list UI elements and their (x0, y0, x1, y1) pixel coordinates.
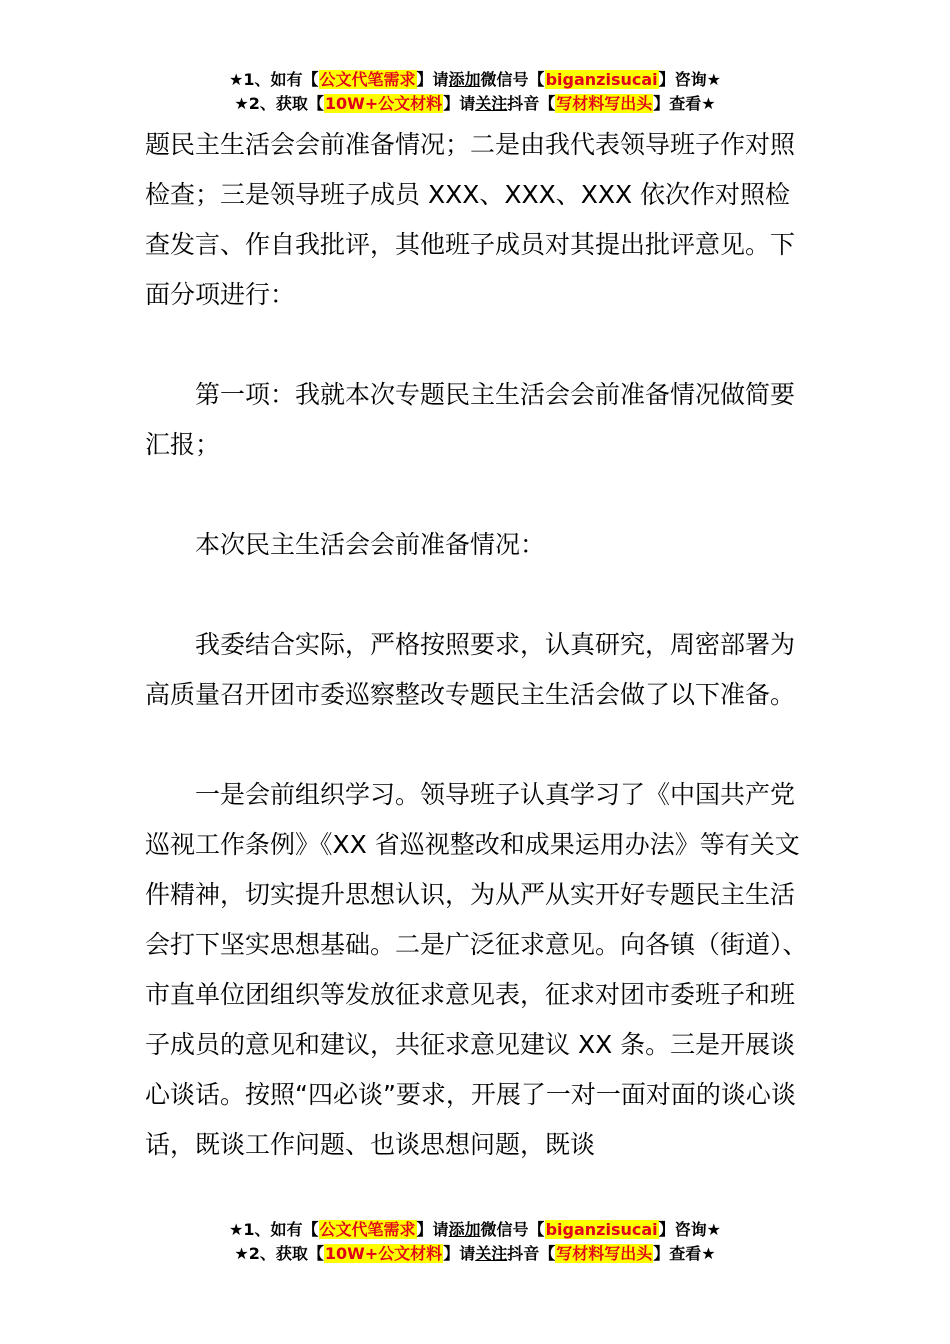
header-line-1-text-2: 微信号【 (480, 70, 545, 89)
footer-line-1-underlined: 添加 (448, 1220, 481, 1239)
header-line-1-highlight-wechat: biganzisucai (545, 70, 658, 89)
footer-line-1-text-2: 微信号【 (480, 1220, 545, 1239)
footer-line-2 (0, 1242, 950, 1266)
paragraph-1: 题民主生活会会前准备情况；二是由我代表领导班子作对照检查；三是领导班子成员 XXX、XXX、XXX 依次作对照检查发言、作自我批评，其他班子成员对其提出批评意见。下面分项进行： (145, 130, 796, 309)
footer-line-2-text: 】请 (443, 1244, 476, 1263)
footer-line-1 (0, 1218, 950, 1242)
paragraph-3: 本次民主生活会会前准备情况： (195, 530, 546, 559)
paragraph-5: 一是会前组织学习。领导班子认真学习了《中国共产党巡视工作条例》《XX 省巡视整改和成果运用办法》等有关文件精神，切实提升思想认识，为从严从实开好专题民主生活会打下坚实思想基础。二是广泛征求意见。向各镇（街道）、市直单位团组织等发放征求意见表，征求对团市委班子和班子成员的意见和建议，共征求意见建议 XX 条。三是开展谈心谈话。按照“四必谈”要求，开展了一对一面对面的谈心谈话，既谈工作问题、也谈思想问题，既谈 (145, 780, 808, 1159)
header-line-1-highlight-service: 公文代笔需求 (319, 70, 416, 89)
footer-line-1-suffix: 】咨询★ (658, 1220, 721, 1239)
header-line-1-suffix: 】咨询★ (658, 70, 721, 89)
footer-line-1-text: 】请 (416, 1220, 449, 1239)
header-line-2-highlight-douyin: 写材料写出头 (556, 94, 653, 113)
footer-line-1-highlight-wechat: biganzisucai (545, 1220, 658, 1239)
paragraph-2: 第一项：我就本次专题民主生活会会前准备情况做简要汇报； (145, 380, 796, 459)
header-banner (0, 68, 950, 116)
footer-line-2-highlight-douyin: 写材料写出头 (556, 1244, 653, 1263)
footer-line-2-highlight-materials: 10W+公文材料 (324, 1244, 443, 1263)
footer-line-2-suffix: 】查看★ (653, 1244, 716, 1263)
footer-line-2-prefix: ★2、获取【 (234, 1244, 324, 1263)
header-line-1-prefix: ★1、如有【 (229, 70, 319, 89)
header-line-1-underlined: 添加 (448, 70, 481, 89)
header-line-2 (0, 92, 950, 116)
paragraph-4: 我委结合实际，严格按照要求，认真研究，周密部署为高质量召开团市委巡察整改专题民主生活会做了以下准备。 (145, 630, 796, 709)
header-line-2-prefix: ★2、获取【 (234, 94, 324, 113)
header-line-1-text: 】请 (416, 70, 449, 89)
header-line-1 (0, 68, 950, 92)
header-line-2-underlined: 关注 (475, 94, 508, 113)
footer-line-2-underlined: 关注 (475, 1244, 508, 1263)
footer-line-1-prefix: ★1、如有【 (229, 1220, 319, 1239)
footer-line-1-highlight-service: 公文代笔需求 (319, 1220, 416, 1239)
header-line-2-highlight-materials: 10W+公文材料 (324, 94, 443, 113)
header-line-2-text-2: 抖音【 (507, 94, 556, 113)
footer-line-2-text-2: 抖音【 (507, 1244, 556, 1263)
header-line-2-text: 】请 (443, 94, 476, 113)
document-body (145, 120, 815, 1170)
header-line-2-suffix: 】查看★ (653, 94, 716, 113)
footer-banner (0, 1218, 950, 1266)
